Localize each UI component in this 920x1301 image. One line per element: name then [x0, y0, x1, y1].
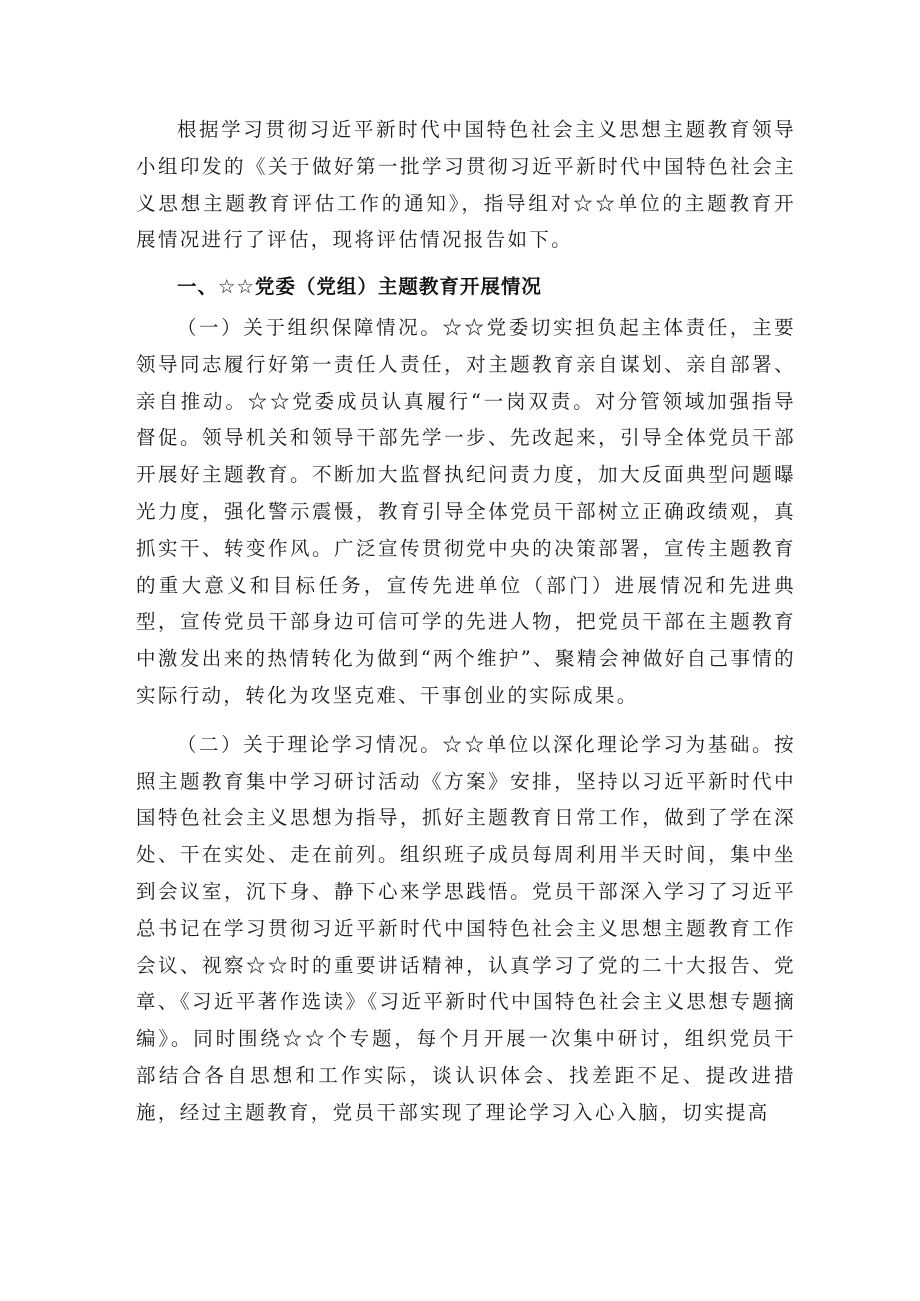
organization-paragraph: （一）关于组织保障情况。☆☆党委切实担负起主体责任，主要领导同志履行好第一责任人责任，对主题教育亲自谋划、亲自部署、亲自推动。☆☆党委成员认真履行“一岗双责。对分管领域加强指导督促。领导机关和领导干部先学一步、先改起来，引导全体党员干部开展好主题教育。不断加大监督执纪问责力度，加大反面典型问题曝光力度，强化警示震慑，教育引导全体党员干部树立正确政绩观，真抓实干、转变作风。广泛宣传贯彻党中央的决策部署，宣传主题教育的重大意义和目标任务，宣传先进单位（部门）进展情况和先进典型，宣传党员干部身边可信可学的先进人物，把党员干部在主题教育中激发出来的热情转化为做到“两个维护”、聚精会神做好自己事情的实际行动，转化为攻坚克难、干事创业的实际成果。: [136, 315, 796, 707]
document-body: [136, 112, 796, 1132]
section-heading: 一、☆☆党委（党组）主题教育开展情况: [176, 275, 542, 299]
theory-study-paragraph: （二）关于理论学习情况。☆☆单位以深化理论学习为基础。按照主题教育集中学习研讨活动《方案》安排，坚持以习近平新时代中国特色社会主义思想为指导，抓好主题教育日常工作，做到了学在深处、干在实处、走在前列。组织班子成员每周利用半天时间，集中坐到会议室，沉下身、静下心来学思践悟。党员干部深入学习了习近平总书记在学习贯彻习近平新时代中国特色社会主义思想主题教育工作会议、视察☆☆时的重要讲话精神，认真学习了党的二十大报告、党章、《习近平著作选读》《习近平新时代中国特色社会主义思想专题摘编》。同时围绕☆☆个专题，每个月开展一次集中研讨，组织党员干部结合各自思想和工作实际，谈认识体会、找差距不足、提改进措施，经过主题教育，党员干部实现了理论学习入心入脑，切实提高: [136, 732, 796, 1124]
intro-paragraph: 根据学习贯彻习近平新时代中国特色社会主义思想主题教育领导小组印发的《关于做好第一批学习贯彻习近平新时代中国特色社会主义思想主题教育评估工作的通知》，指导组对☆☆单位的主题教育开展情况进行了评估，现将评估情况报告如下。: [136, 118, 796, 252]
